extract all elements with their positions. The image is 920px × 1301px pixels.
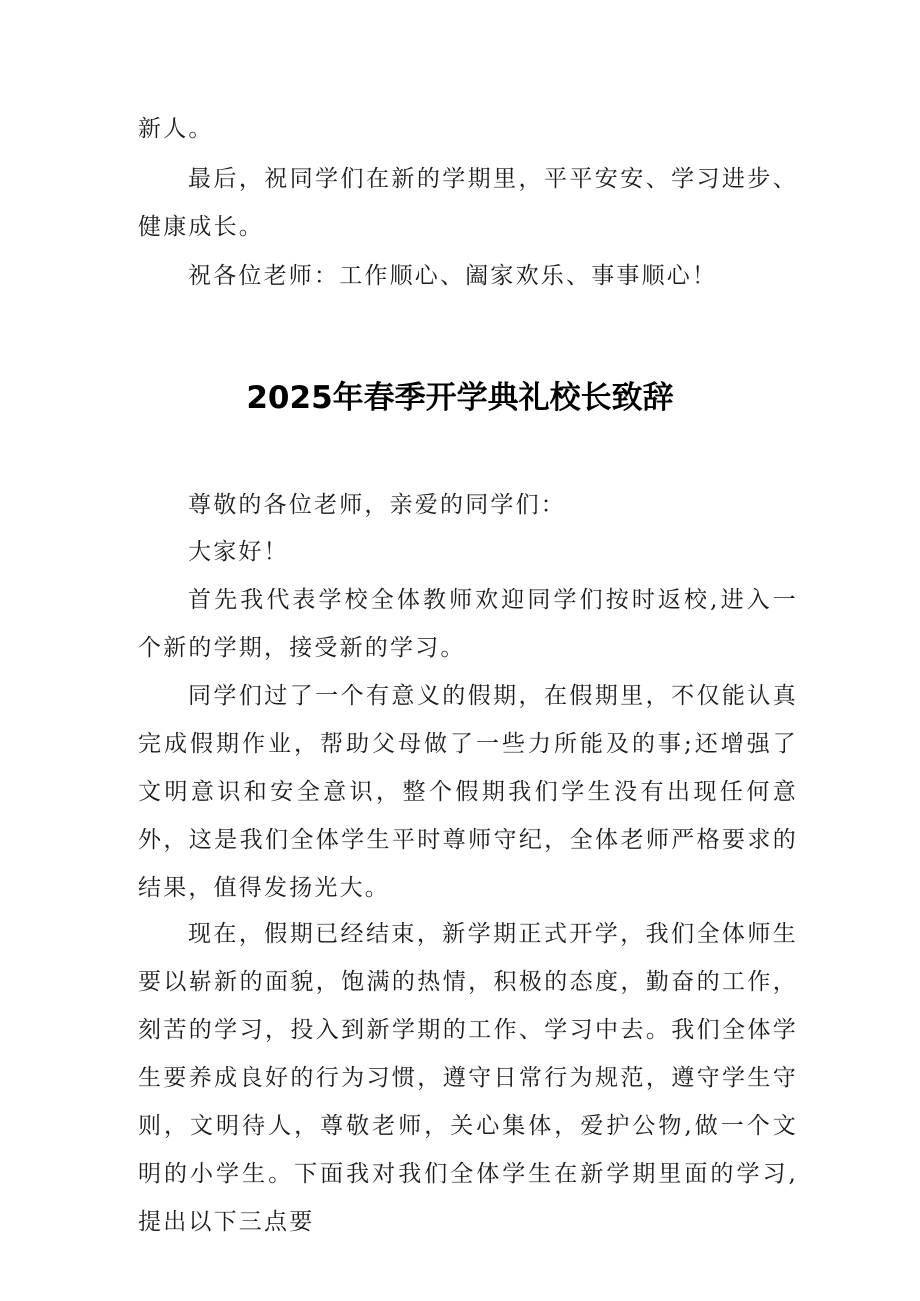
greeting-line: 大家好！ [188, 539, 289, 565]
welcome-paragraph: 首先我代表学校全体教师欢迎同学们按时返校,进入一个新的学期，接受新的学习。 [138, 587, 798, 661]
new-semester-paragraph: 现在，假期已经结束，新学期正式开学，我们全体师生要以崭新的面貌，饱满的热情，积极的态度，勤奋的工作，刻苦的学习，投入到新学期的工作、学习中去。我们全体学生要养成良好的行为习惯，遵守日常行为规范，遵守学生守则，文明待人，尊敬老师，关心集体，爱护公物,做一个文明的小学生。下面我对我们全体学生在新学期里面的学习,提出以下三点要 [138, 921, 798, 1235]
previous-paragraph-tail: 新人。 [138, 116, 214, 142]
holiday-review-paragraph: 同学们过了一个有意义的假期，在假期里，不仅能认真完成假期作业，帮助父母做了一些力所能及的事;还增强了文明意识和安全意识，整个假期我们学生没有出现任何意外，这是我们全体学生平时尊师守纪，全体老师严格要求的结果，值得发扬光大。 [138, 683, 798, 901]
wish-teachers-paragraph: 祝各位老师：工作顺心、阖家欢乐、事事顺心！ [188, 263, 718, 289]
salutation-line: 尊敬的各位老师，亲爱的同学们： [188, 492, 566, 518]
wish-students-paragraph: 最后，祝同学们在新的学期里，平平安安、学习进步、健康成长。 [138, 166, 798, 240]
speech-title: 2025年春季开学典礼校长致辞 [246, 380, 674, 416]
